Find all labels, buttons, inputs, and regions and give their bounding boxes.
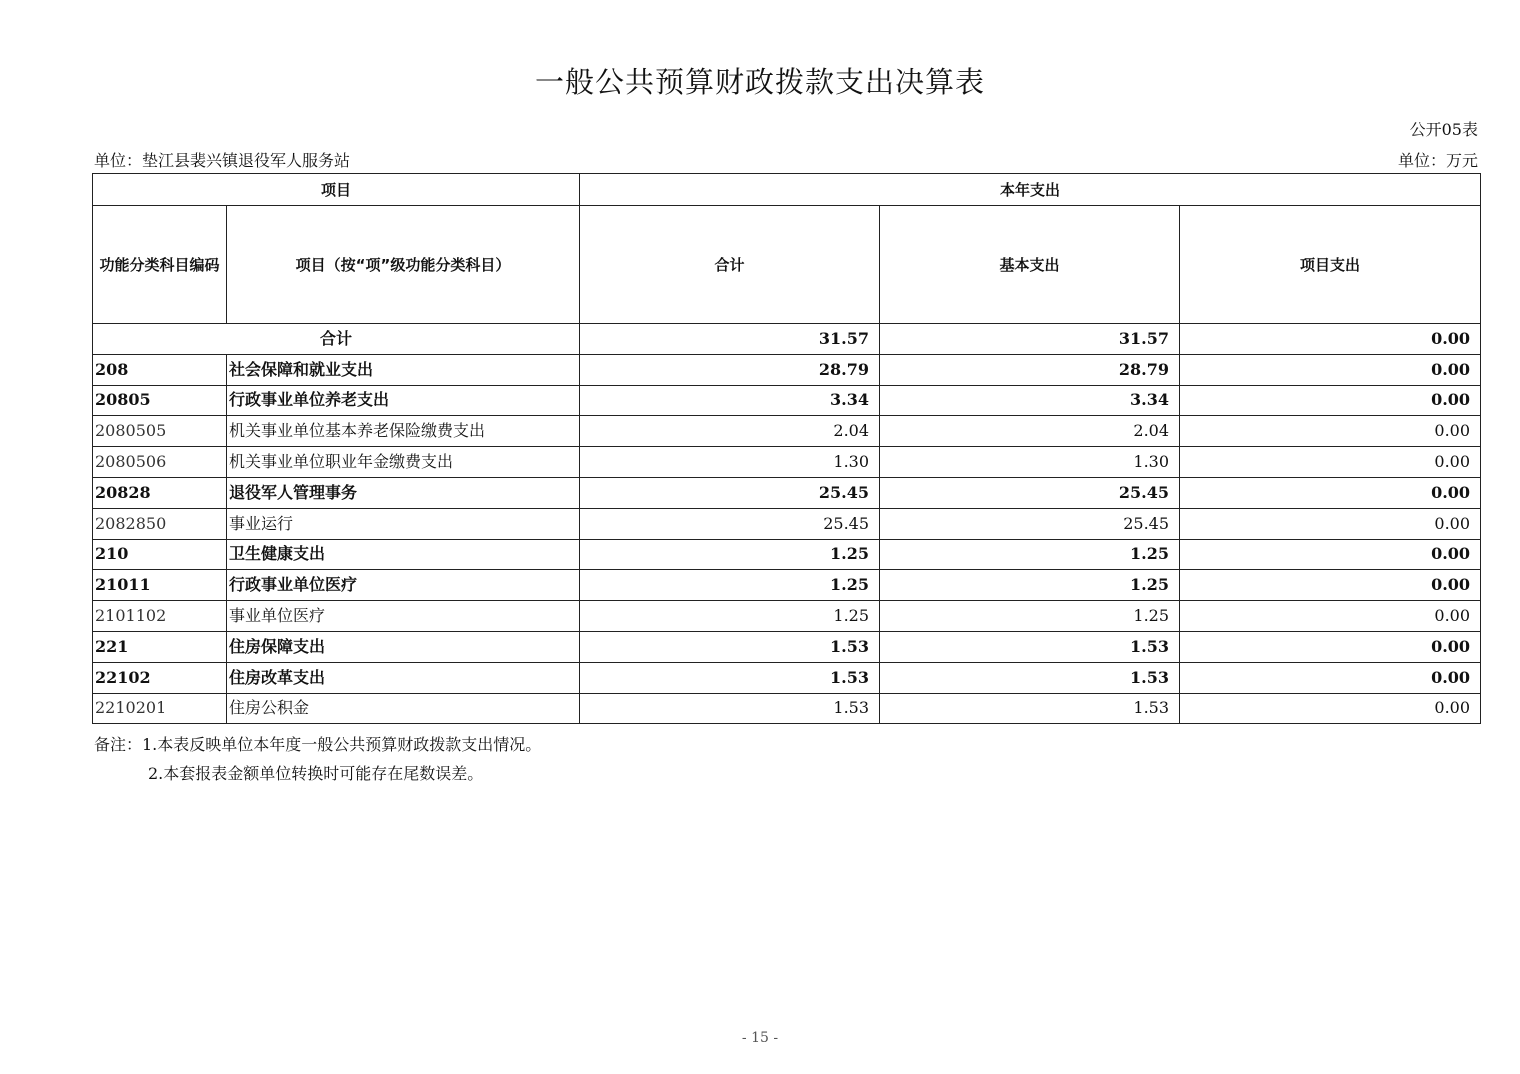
table-row [93,693,1481,724]
row-basic: 1.53 [880,631,1180,662]
row-code: 21011 [93,570,227,601]
header-total: 合计 [580,206,880,324]
row-basic: 1.30 [880,447,1180,478]
table-row [93,416,1481,447]
row-name: 行政事业单位医疗 [227,570,580,601]
note-line-1: 备注：1.本表反映单位本年度一般公共预算财政拨款支出情况。 [94,735,542,754]
form-number: 公开05表 [1409,120,1478,139]
row-project: 0.00 [1180,416,1481,447]
header-name: 项目（按“项”级功能分类科目） [227,206,580,324]
row-project: 0.00 [1180,539,1481,570]
table-row [93,631,1481,662]
row-code: 2101102 [93,601,227,632]
row-basic: 28.79 [880,354,1180,385]
row-total: 2.04 [580,416,880,447]
header-project: 项目支出 [1180,206,1481,324]
table-row [93,539,1481,570]
row-total: 1.25 [580,570,880,601]
row-project: 0.00 [1180,447,1481,478]
page-title: 一般公共预算财政拨款支出决算表 [534,65,985,99]
row-code: 208 [93,354,227,385]
row-basic: 3.34 [880,385,1180,416]
row-total: 25.45 [580,477,880,508]
row-name: 事业单位医疗 [227,601,580,632]
row-basic: 25.45 [880,508,1180,539]
row-project: 0.00 [1180,508,1481,539]
row-name: 事业运行 [227,508,580,539]
header-item-group: 项目 [93,174,580,206]
row-basic: 1.53 [880,693,1180,724]
table-row [93,508,1481,539]
header-year-group: 本年支出 [580,174,1481,206]
row-code: 22102 [93,662,227,693]
table-row [93,354,1481,385]
row-code: 221 [93,631,227,662]
row-name: 卫生健康支出 [227,539,580,570]
row-code: 2080505 [93,416,227,447]
total-project: 0.00 [1180,324,1481,355]
total-total: 31.57 [580,324,880,355]
expenditure-table [92,173,1481,724]
row-code: 2210201 [93,693,227,724]
row-name: 住房公积金 [227,693,580,724]
row-project: 0.00 [1180,601,1481,632]
row-code: 210 [93,539,227,570]
row-name: 机关事业单位职业年金缴费支出 [227,447,580,478]
row-project: 0.00 [1180,385,1481,416]
row-total: 1.53 [580,631,880,662]
row-total: 1.25 [580,601,880,632]
currency-unit: 单位：万元 [1397,151,1478,170]
row-basic: 25.45 [880,477,1180,508]
row-code: 20828 [93,477,227,508]
row-project: 0.00 [1180,693,1481,724]
table-row [93,477,1481,508]
table-row [93,385,1481,416]
row-code: 2080506 [93,447,227,478]
row-name: 机关事业单位基本养老保险缴费支出 [227,416,580,447]
row-total: 1.53 [580,693,880,724]
row-code: 20805 [93,385,227,416]
total-label: 合计 [93,324,580,355]
row-name: 住房保障支出 [227,631,580,662]
row-name: 住房改革支出 [227,662,580,693]
header-code: 功能分类科目编码 [93,206,227,324]
row-basic: 2.04 [880,416,1180,447]
table-row [93,570,1481,601]
header-row-group [93,174,1481,206]
row-basic: 1.25 [880,601,1180,632]
note-line-2: 2.本套报表金额单位转换时可能存在尾数误差。 [148,764,484,783]
row-project: 0.00 [1180,477,1481,508]
row-basic: 1.25 [880,570,1180,601]
row-total: 1.25 [580,539,880,570]
row-name: 行政事业单位养老支出 [227,385,580,416]
row-project: 0.00 [1180,662,1481,693]
row-project: 0.00 [1180,570,1481,601]
table-row [93,447,1481,478]
page-number: - 15 - [741,1030,779,1046]
row-code: 2082850 [93,508,227,539]
table-row [93,601,1481,632]
row-name: 社会保障和就业支出 [227,354,580,385]
row-basic: 1.53 [880,662,1180,693]
row-name: 退役军人管理事务 [227,477,580,508]
header-basic: 基本支出 [880,206,1180,324]
table-row [93,662,1481,693]
row-total: 28.79 [580,354,880,385]
row-project: 0.00 [1180,631,1481,662]
reporting-unit: 单位：垫江县裴兴镇退役军人服务站 [94,151,351,170]
notes [94,730,541,788]
row-project: 0.00 [1180,354,1481,385]
header-row-columns [93,206,1481,324]
row-total: 3.34 [580,385,880,416]
row-total: 1.53 [580,662,880,693]
row-total: 25.45 [580,508,880,539]
total-basic: 31.57 [880,324,1180,355]
total-row [93,324,1481,355]
row-basic: 1.25 [880,539,1180,570]
row-total: 1.30 [580,447,880,478]
